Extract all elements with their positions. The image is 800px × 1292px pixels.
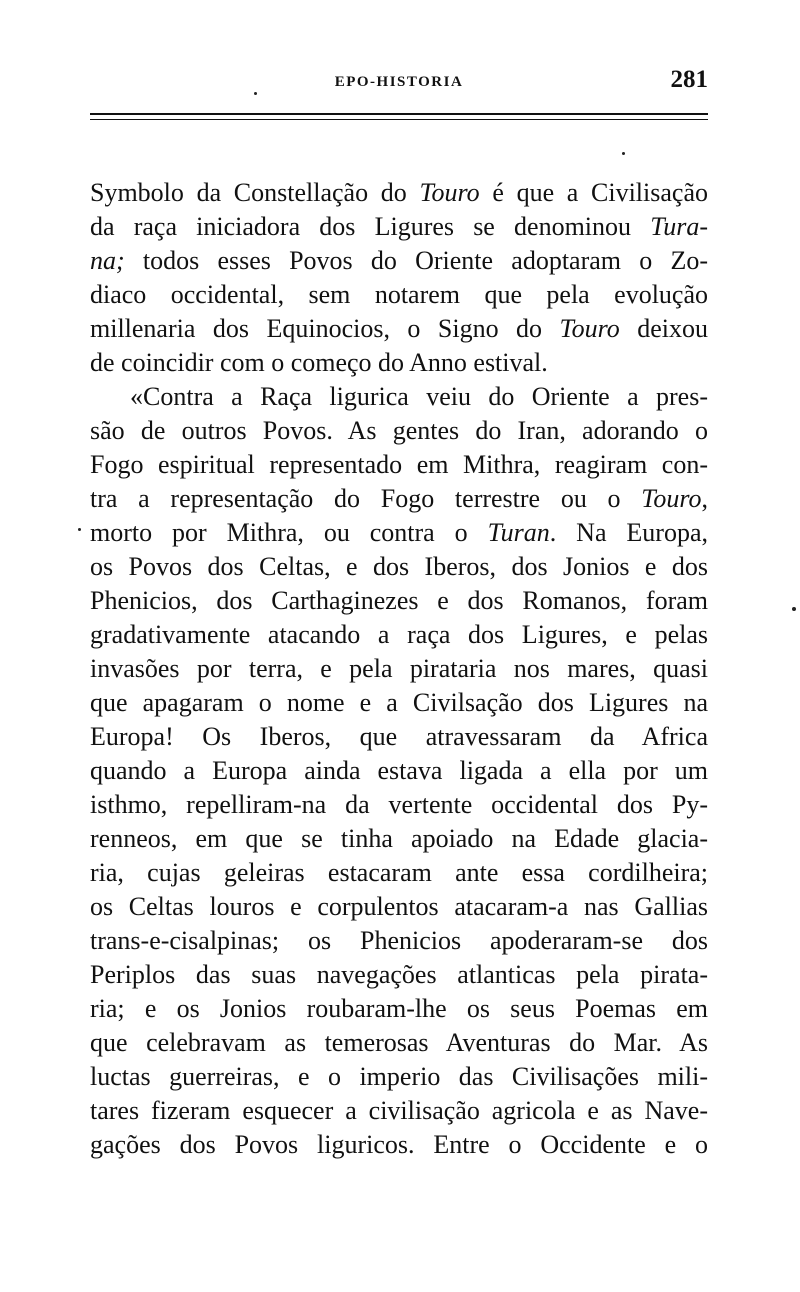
page-header — [90, 62, 708, 102]
italic-term: Tura- — [650, 212, 708, 241]
text-line: que celebravam as temerosas Aventuras do Mar. As — [90, 1028, 708, 1057]
text-span: da raça iniciadora dos Ligures se denominou — [90, 212, 651, 241]
text-line: quando a Europa ainda estava ligada a ella por um — [90, 756, 708, 785]
text-line: trans-e-cisalpinas; os Phenicios apoderaram-se dos — [90, 926, 708, 955]
print-speck — [254, 92, 257, 95]
text-line: ria; e os Jonios roubaram-lhe os seus Poemas em — [90, 994, 708, 1023]
text-line: isthmo, repelliram-na da vertente occidental dos Py- — [90, 790, 708, 819]
text-line: luctas guerreiras, e o imperio das Civilisações mili- — [90, 1062, 708, 1091]
text-span: é que a Civilisação — [479, 178, 708, 207]
print-speck — [78, 528, 81, 531]
text-line — [90, 176, 708, 210]
text-line — [90, 482, 708, 516]
text-line: gações dos Povos liguricos. Entre o Occidente e o — [90, 1130, 708, 1159]
text-line: Phenicios, dos Carthaginezes e dos Romanos, foram — [90, 586, 708, 615]
text-line: são de outros Povos. As gentes do Iran, adorando o — [90, 416, 708, 445]
text-line — [90, 312, 708, 346]
text-span: Symbolo da Constellação do — [90, 178, 420, 207]
text-span: morto por Mithra, ou contra o — [90, 518, 488, 547]
page-number: 281 — [670, 66, 708, 93]
header-rule-thick — [90, 113, 708, 115]
running-title: EPO-HISTORIA — [334, 74, 464, 90]
text-span: deixou — [619, 314, 709, 343]
text-line — [90, 244, 708, 278]
text-span: , — [701, 484, 708, 513]
text-line: Fogo espiritual representado em Mithra, reagiram con- — [90, 450, 708, 479]
text-line: os Celtas louros e corpulentos atacaram-a nas Gallias — [90, 892, 708, 921]
text-line: de coincidir com o começo do Anno estival. — [90, 348, 548, 377]
text-span: millenaria dos Equinocios, o Signo do — [90, 314, 560, 343]
print-speck — [792, 607, 796, 611]
text-line: ria, cujas geleiras estacaram ante essa cordilheira; — [90, 858, 708, 887]
header-rule-thin — [90, 119, 708, 120]
text-line: gradativamente atacando a raça dos Ligures, e pelas — [90, 620, 708, 649]
text-line: diaco occidental, sem notarem que pela evolução — [90, 280, 708, 309]
body-text — [90, 176, 708, 1162]
italic-term: Turan — [487, 518, 550, 547]
italic-term: Touro — [419, 178, 480, 207]
text-line: renneos, em que se tinha apoiado na Edade glacia- — [90, 824, 708, 853]
text-line: os Povos dos Celtas, e dos Iberos, dos Jonios e dos — [90, 552, 708, 581]
text-span: tra a representação do Fogo terrestre ou o — [90, 484, 642, 513]
text-span: todos esses Povos do Oriente adoptaram o Zo- — [124, 246, 708, 275]
text-span: . Na Europa, — [549, 518, 708, 547]
italic-term: Touro — [641, 484, 702, 513]
text-line: que apagaram o nome e a Civilsação dos Ligures na — [90, 688, 708, 717]
italic-term: na; — [90, 246, 125, 275]
italic-term: Touro — [559, 314, 620, 343]
print-speck — [622, 152, 625, 155]
text-line: tares fizeram esquecer a civilisação agricola e as Nave- — [90, 1096, 708, 1125]
text-line — [90, 210, 708, 244]
text-line: Europa! Os Iberos, que atravessaram da Africa — [90, 722, 708, 751]
text-line: Periplos das suas navegações atlanticas pela pirata- — [90, 960, 708, 989]
text-line — [90, 516, 708, 550]
text-line: «Contra a Raça ligurica veiu do Oriente a pres- — [130, 382, 708, 411]
text-line: invasões por terra, e pela pirataria nos mares, quasi — [90, 654, 708, 683]
